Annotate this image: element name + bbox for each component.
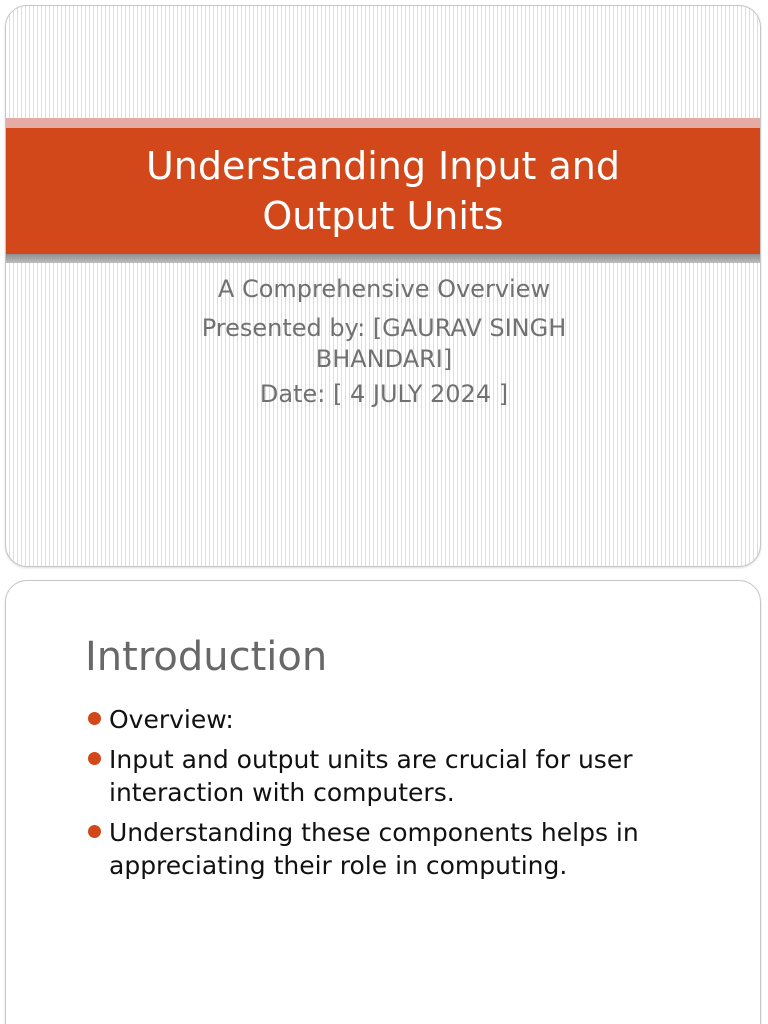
slide-heading: Introduction	[85, 634, 328, 680]
title-band-shadow	[6, 254, 760, 263]
bullet-dot-icon	[88, 752, 101, 765]
introduction-slide[interactable]	[5, 580, 761, 1024]
subtitle-date: Date: [ 4 JULY 2024 ]	[259, 380, 509, 408]
bullet-dot-icon	[88, 825, 101, 838]
bullet-list	[86, 703, 726, 889]
subtitle-block	[136, 274, 632, 418]
title-band	[6, 128, 760, 254]
bullet-text: Overview:	[109, 705, 234, 734]
bullet-item	[86, 703, 726, 736]
subtitle-overview: A Comprehensive Overview	[217, 275, 551, 303]
subtitle-presenter: Presented by: [GAURAV SINGH BHANDARI]	[201, 314, 567, 373]
title-band-highlight	[6, 118, 760, 128]
bullet-item	[86, 816, 726, 882]
slide-title: Understanding Input and Output Units	[145, 144, 621, 238]
bullet-text: Input and output units are crucial for user interaction with computers.	[109, 745, 633, 807]
bullet-item	[86, 743, 726, 809]
title-slide[interactable]	[5, 5, 761, 567]
bullet-dot-icon	[88, 712, 101, 725]
bullet-text: Understanding these components helps in appreciating their role in computing.	[109, 818, 639, 880]
